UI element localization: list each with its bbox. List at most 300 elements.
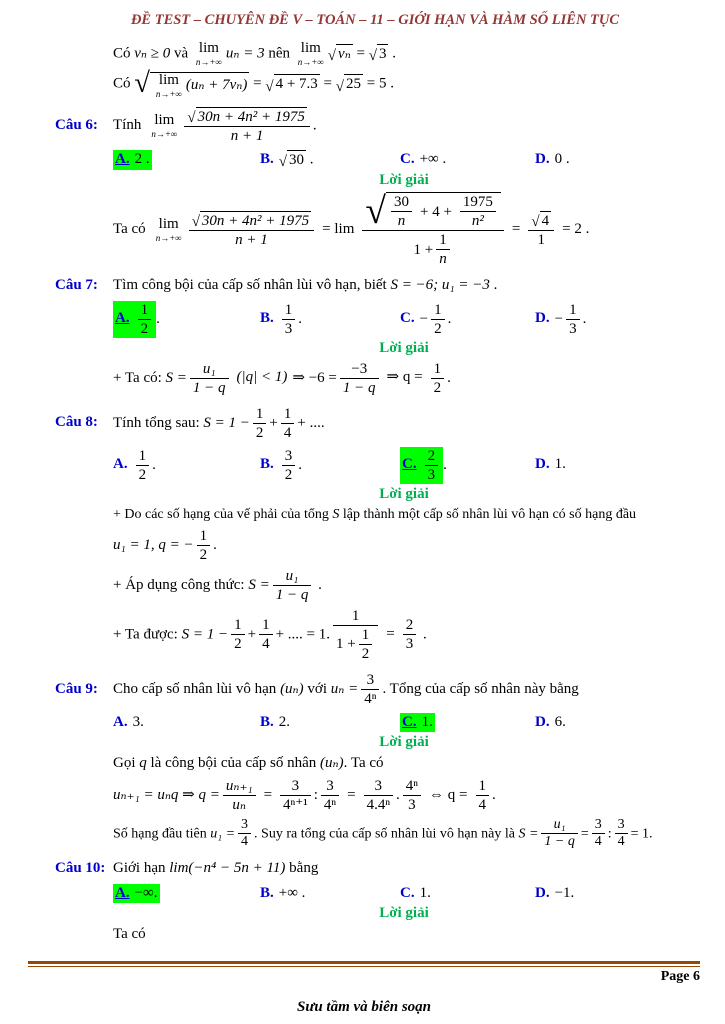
answer-letter: C.: [400, 310, 415, 327]
numerator: 1: [281, 405, 295, 424]
denominator: 1 − q: [192, 379, 226, 396]
text: 1 +: [413, 241, 434, 258]
answer-option-d: [535, 884, 695, 904]
limit-notation: [151, 113, 177, 139]
solution-heading: Lời giải: [379, 339, 429, 356]
fraction: [403, 777, 421, 814]
text: .: [312, 116, 317, 133]
answer-letter: A.: [113, 456, 128, 473]
limit-notation: [156, 217, 182, 243]
fraction: [391, 193, 412, 230]
text: Tính: [113, 116, 142, 133]
fraction: [259, 616, 273, 653]
answer-value: .: [582, 310, 587, 327]
denominator: 4ⁿ⁺¹: [283, 796, 308, 813]
text: .: [213, 536, 217, 553]
answer-option-c: [400, 150, 535, 170]
numerator: 2: [425, 447, 439, 466]
radical-icon: [336, 80, 344, 95]
text: Gọi: [113, 755, 140, 772]
q6-answers: [113, 150, 695, 171]
fraction: [253, 405, 267, 442]
math-text: lim(−n⁴ − 5n + 11): [169, 860, 286, 877]
denominator: 3: [284, 320, 293, 337]
footer-note: Sưu tầm và biên soạn: [296, 999, 431, 1015]
answer-option-a: [113, 713, 260, 733]
square-root: [187, 107, 306, 126]
lim-word: lim: [198, 40, 219, 56]
denominator: 1 − q: [544, 834, 575, 850]
numerator: 1: [282, 301, 296, 320]
answer-letter: D.: [535, 713, 550, 730]
numerator: 3: [280, 777, 311, 796]
fraction: [431, 360, 445, 397]
text: là công bội của cấp số nhân: [146, 755, 321, 772]
text: =: [386, 626, 395, 643]
intro-line-2: [113, 70, 695, 99]
radicand: 4: [541, 213, 550, 229]
numerator: 4ⁿ: [403, 777, 421, 796]
lim-subscript: n→+∞: [155, 233, 182, 243]
answer-option-c: [400, 301, 535, 338]
correct-answer-highlight: [113, 150, 152, 170]
math-text: vₙ ≥ 0: [134, 45, 171, 62]
q7-stem: [55, 276, 695, 296]
square-root: [265, 74, 319, 95]
numerator: 1: [197, 527, 211, 546]
page-title: ĐỀ TEST – CHUYÊN ĐỀ V – TOÁN – 11 – GIỚI HẠN VÀ HÀM SỐ LIÊN TỤC: [130, 12, 620, 28]
answer-option-b: [260, 447, 400, 484]
lim-word: lim: [158, 216, 179, 232]
text: Có: [113, 75, 135, 92]
math-text: (uₙ): [280, 680, 304, 697]
fraction: [282, 447, 296, 484]
denominator: 4.4ⁿ: [366, 796, 391, 813]
numerator: 30: [391, 193, 412, 212]
numerator: 1975: [460, 193, 496, 212]
text: .: [447, 369, 451, 386]
fraction: [282, 301, 296, 338]
answer-option-d: [535, 455, 695, 475]
answer-option-b: [260, 884, 400, 904]
radicand: 30n + 4n² + 1975: [197, 108, 305, 125]
denominator: n: [439, 251, 447, 267]
denominator: 2: [255, 424, 264, 441]
fraction: [403, 616, 417, 653]
fraction: [528, 211, 554, 249]
fraction: [359, 626, 373, 663]
answer-value: 1.: [421, 713, 433, 730]
radical-icon: [187, 111, 195, 126]
q8-answers: [113, 447, 695, 484]
answer-value: .: [306, 151, 314, 168]
answer-option-a: [113, 447, 260, 484]
fraction: [541, 817, 577, 852]
text: =: [249, 75, 266, 92]
q9-solution-line-1: [113, 754, 695, 774]
text: nên: [264, 45, 294, 62]
fraction: [231, 616, 245, 653]
radicand: 30n + 4n² + 1975: [201, 213, 310, 229]
text: Tìm công bội của cấp số nhân lùi vô hạn, biết: [113, 277, 391, 293]
fraction: [138, 301, 152, 338]
radical-icon: [531, 215, 539, 230]
numerator: 3: [615, 817, 628, 835]
q8-stem: [55, 405, 695, 442]
radical-icon: [328, 49, 336, 64]
numerator: [362, 192, 504, 231]
text: + Ta có:: [113, 369, 166, 386]
answer-value: 1.: [419, 884, 431, 901]
denominator: uₙ: [232, 796, 247, 813]
text: lập thành một cấp số nhân lùi vô hạn có số hạng đầu: [339, 506, 637, 522]
text: 1 +: [336, 636, 356, 653]
fraction: [280, 777, 311, 814]
page-number: Page 6: [660, 969, 700, 984]
solution-heading: Lời giải: [379, 172, 429, 188]
answer-value: 6.: [554, 713, 566, 730]
answer-value: .: [298, 310, 303, 327]
square-root: [328, 44, 353, 65]
text: =: [580, 826, 589, 842]
text: =: [347, 786, 356, 803]
solution-heading: Lời giải: [379, 905, 429, 922]
denominator: 3: [408, 796, 416, 813]
text: Cho cấp số nhân lùi vô hạn: [113, 680, 281, 697]
document-content: [55, 40, 695, 945]
answer-value: .: [156, 310, 160, 327]
fraction: [184, 107, 309, 145]
answer-letter: C.: [400, 151, 415, 167]
denominator: 4: [478, 796, 486, 813]
answer-option-d: [535, 301, 695, 338]
text: ⇔ q =: [429, 786, 468, 803]
math-text: uₙ₊₁ = uₙq ⇒ q =: [113, 786, 220, 803]
math-text: S: [332, 506, 340, 522]
radicand: 25: [344, 74, 363, 95]
answer-letter: A.: [115, 151, 130, 167]
text: :: [313, 786, 318, 803]
numerator: 3: [238, 817, 251, 835]
radicand: [150, 72, 249, 99]
numerator: 1: [431, 360, 445, 379]
fraction: [592, 817, 605, 852]
answer-value: 2.: [278, 713, 291, 730]
denominator: 2: [138, 466, 147, 483]
denominator: 2: [234, 636, 242, 653]
fraction: [425, 447, 439, 484]
denominator: 2: [434, 320, 442, 337]
text: + ....: [297, 414, 325, 431]
answer-value: .: [298, 456, 303, 473]
radical-icon: [369, 49, 377, 64]
fraction: [476, 777, 490, 814]
q10-solution: [113, 925, 695, 945]
answer-letter: B.: [260, 310, 274, 327]
q6-stem: [55, 107, 695, 145]
denominator: n²: [471, 213, 484, 229]
question-label: Câu 9:: [55, 680, 98, 697]
fraction: [615, 817, 628, 852]
intro-line-1: [113, 41, 695, 67]
correct-answer-highlight: [113, 884, 160, 904]
denominator: 4: [262, 636, 270, 653]
correct-answer-highlight: [400, 447, 443, 484]
text: = 2 .: [562, 221, 590, 238]
answer-value: +∞ .: [419, 151, 447, 167]
q8-solution-line-2: [113, 527, 695, 564]
answer-value: −1.: [554, 884, 575, 901]
text: + .... = 1.: [275, 626, 330, 643]
text: +: [269, 414, 278, 431]
fraction: [460, 193, 496, 230]
denominator: [362, 231, 504, 268]
denominator: 1 − q: [342, 379, 376, 396]
q7-solution: [113, 360, 695, 397]
denominator: 3: [569, 320, 577, 337]
text: =: [511, 221, 521, 238]
text: + Do các số hạng của vế phải của tổng: [113, 506, 333, 522]
answer-value: .: [447, 310, 452, 327]
radicand: 3: [377, 44, 389, 65]
answer-letter: B.: [260, 884, 274, 901]
text: .: [419, 626, 427, 643]
answer-value: .: [152, 456, 156, 473]
solution-heading: Lời giải: [379, 485, 429, 502]
numerator: [184, 107, 309, 127]
math-text: S =: [518, 826, 539, 842]
numerator: u₁: [273, 567, 312, 586]
q7-answers: [113, 301, 695, 338]
limit-notation: [196, 41, 222, 67]
fraction: [273, 567, 312, 604]
answer-option-a: [113, 884, 260, 904]
math-text: u₁ =: [210, 826, 236, 842]
answer-option-c: [400, 447, 535, 484]
denominator: [333, 626, 378, 663]
numerator: 1: [231, 616, 245, 635]
answer-option-d: [535, 150, 695, 170]
answer-value: 1.: [554, 456, 566, 473]
square-root: [279, 150, 306, 171]
radicand: 4 + 7.3: [274, 74, 320, 95]
answer-option-b: [260, 150, 400, 171]
answer-letter: C.: [402, 456, 417, 473]
multiplication-dot: .: [396, 786, 400, 803]
answer-option-a: [113, 301, 260, 338]
square-root: [192, 211, 311, 230]
q8-solution-line-3: [113, 567, 695, 604]
fraction: [281, 405, 295, 442]
lim-word: lim: [158, 71, 179, 88]
numerator: 2: [403, 616, 417, 635]
correct-answer-highlight: [400, 713, 435, 733]
answer-option-c: [400, 884, 535, 904]
fraction: [238, 817, 251, 852]
denominator: 4: [617, 834, 625, 850]
question-label: Câu 6:: [55, 116, 98, 133]
answer-letter: B.: [260, 456, 274, 473]
text: .: [489, 277, 498, 293]
answer-option-d: [535, 713, 695, 733]
lim-word: lim: [300, 40, 321, 56]
q9-solution-line-3: [113, 817, 695, 852]
text: bằng: [285, 860, 319, 877]
text: Có: [113, 45, 135, 62]
numerator: 1: [566, 301, 580, 320]
text: :: [607, 826, 612, 842]
text: .: [314, 576, 322, 593]
math-text: S = 1 −: [203, 414, 250, 431]
denominator: 2: [199, 546, 208, 563]
answer-letter: D.: [535, 310, 550, 327]
q8-solution-line-4: [113, 607, 695, 663]
square-root: [365, 192, 501, 230]
text: . Ta có: [343, 755, 384, 772]
answer-option-b: [260, 713, 400, 733]
denominator: 1: [537, 232, 545, 248]
fraction: [321, 777, 339, 814]
radicand: [386, 192, 501, 230]
numerator: 3: [364, 777, 393, 796]
q6-solution: [113, 192, 695, 268]
math-text: (uₙ): [320, 755, 344, 772]
denominator: 4: [241, 834, 249, 850]
answer-letter: C.: [402, 713, 417, 730]
denominator: n + 1: [230, 127, 264, 144]
question-label: Câu 10:: [55, 860, 106, 877]
text: = 5 .: [362, 75, 394, 92]
denominator: 2: [361, 645, 370, 662]
answer-letter: A.: [113, 713, 128, 730]
text: =: [263, 786, 273, 803]
fraction: [361, 671, 379, 708]
fraction: [566, 301, 580, 338]
answer-option-c: [400, 713, 535, 733]
answer-letter: D.: [535, 884, 550, 901]
math-text: S = −6; u₁ = −3: [390, 277, 490, 293]
fraction: [190, 360, 229, 397]
numerator: 1: [333, 607, 378, 626]
answer-letter: D.: [535, 456, 550, 473]
fraction: [436, 231, 450, 268]
math-text: u₁ = 1, q = −: [113, 536, 194, 553]
denominator: 3: [405, 636, 414, 653]
fraction: [340, 360, 379, 397]
numerator: [528, 211, 554, 231]
lim-subscript: n→+∞: [151, 128, 178, 139]
denominator: 4ⁿ: [323, 796, 337, 813]
limit-notation: [156, 73, 182, 99]
numerator: 1: [431, 301, 445, 320]
denominator: 2: [284, 466, 293, 483]
radical-icon: [365, 193, 386, 231]
text: + Ta được:: [113, 626, 182, 643]
answer-option-b: [260, 301, 400, 338]
numerator: 1: [138, 301, 152, 320]
math-text: (|q| < 1): [236, 369, 288, 386]
fraction: [333, 607, 378, 663]
text: =: [352, 45, 369, 62]
text: .: [492, 786, 496, 803]
text: Ta có: [113, 221, 146, 238]
math-text: (uₙ + 7vₙ): [185, 76, 248, 93]
math-text: uₙ = 3: [225, 45, 265, 62]
text: và: [170, 45, 192, 62]
answer-value: 0 .: [554, 151, 570, 167]
radical-icon: [134, 70, 150, 99]
math-text: S = 1 −: [181, 626, 229, 643]
answer-value: +∞ .: [278, 884, 306, 901]
fraction: [362, 192, 504, 268]
footer-divider: [28, 961, 700, 967]
page-footer: [28, 961, 700, 1016]
lim-subscript: n→+∞: [297, 57, 324, 67]
denominator: 1 − q: [275, 586, 309, 603]
radicand: 30: [287, 150, 306, 171]
answer-letter: B.: [260, 151, 274, 168]
lim-word: lim: [154, 111, 175, 128]
numerator: 1: [476, 777, 490, 796]
text: ⇒ −6 =: [292, 369, 337, 386]
math-text: S =: [165, 369, 187, 386]
fraction: [189, 211, 314, 249]
numerator: 1: [259, 616, 273, 635]
radical-icon: [279, 155, 287, 170]
answer-value: −∞.: [134, 884, 158, 901]
numerator: 3: [361, 671, 379, 690]
text: = lim: [322, 221, 355, 238]
text: = 1.: [630, 826, 653, 842]
radical-icon: [265, 80, 273, 95]
math-text: q: [139, 755, 147, 772]
text: =: [319, 75, 336, 92]
denominator: 4ⁿ: [364, 690, 377, 707]
correct-answer-highlight: [113, 301, 156, 338]
lim-subscript: n→+∞: [155, 88, 182, 99]
square-root: [369, 44, 389, 65]
square-root: [531, 211, 551, 230]
denominator: 3: [427, 466, 436, 483]
limit-notation: [298, 41, 324, 67]
question-label: Câu 8:: [55, 414, 98, 431]
answer-value: 3.: [132, 713, 144, 730]
numerator: −3: [340, 360, 379, 379]
denominator: 4: [283, 424, 292, 441]
numerator: 1: [436, 231, 450, 250]
fraction: [431, 301, 445, 338]
text: + Áp dụng công thức:: [113, 576, 249, 593]
numerator: 1: [253, 405, 267, 424]
solution-heading: Lời giải: [379, 734, 429, 751]
radicand: vₙ: [336, 44, 353, 65]
fraction: [223, 777, 256, 814]
answer-value: .: [443, 456, 447, 473]
text: +: [247, 626, 257, 643]
text: Tính tổng sau:: [113, 414, 204, 431]
q10-stem: [55, 859, 695, 879]
answer-value: 2 .: [134, 151, 150, 167]
numerator: [189, 211, 314, 231]
square-root: [336, 74, 363, 95]
fraction: [136, 447, 150, 484]
q8-solution-line-1: [113, 506, 695, 524]
answer-letter: D.: [535, 151, 550, 167]
answer-option-a: [113, 150, 260, 170]
q10-answers: [113, 884, 695, 904]
lim-subscript: n→+∞: [195, 57, 222, 67]
text: Số hạng đầu tiên: [113, 826, 211, 842]
